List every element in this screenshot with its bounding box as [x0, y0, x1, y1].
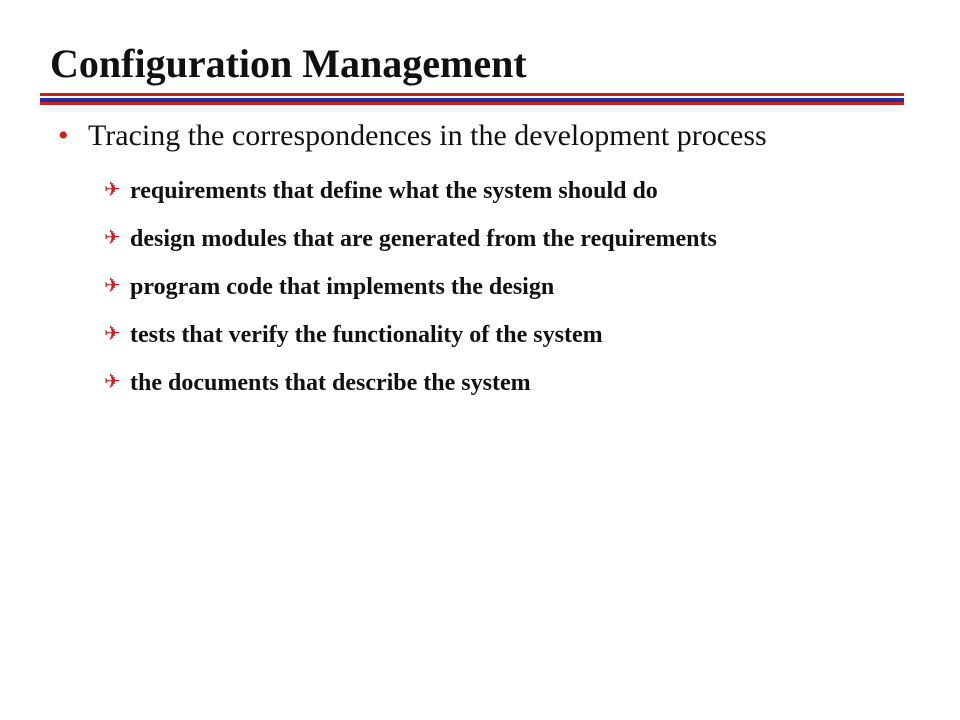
sub-bullet-item — [104, 272, 864, 302]
bullet-item — [58, 118, 888, 154]
sub-bullet-text: design modules that are generated from the requirements — [130, 226, 717, 252]
slide-content — [58, 118, 888, 416]
bullet-text: Tracing the correspondences in the development process — [88, 119, 767, 152]
sub-bullet-item — [104, 320, 864, 350]
round-bullet-icon: • — [58, 119, 69, 152]
title-underline — [40, 93, 904, 105]
slide-title: Configuration Management — [50, 41, 527, 86]
sub-bullet-text: tests that verify the functionality of the system — [130, 322, 603, 348]
title-underline-red-bottom — [40, 102, 904, 105]
airplane-icon: ✈ — [104, 225, 121, 249]
sub-bullet-item — [104, 224, 864, 254]
sub-bullet-list — [104, 176, 864, 398]
airplane-icon: ✈ — [104, 321, 121, 345]
airplane-icon: ✈ — [104, 273, 121, 297]
sub-bullet-item — [104, 176, 864, 206]
sub-bullet-text: requirements that define what the system should do — [130, 178, 658, 204]
sub-bullet-text: program code that implements the design — [130, 274, 555, 300]
sub-bullet-text: the documents that describe the system — [130, 370, 531, 396]
airplane-icon: ✈ — [104, 369, 121, 393]
sub-bullet-item — [104, 368, 864, 398]
airplane-icon: ✈ — [104, 177, 121, 201]
